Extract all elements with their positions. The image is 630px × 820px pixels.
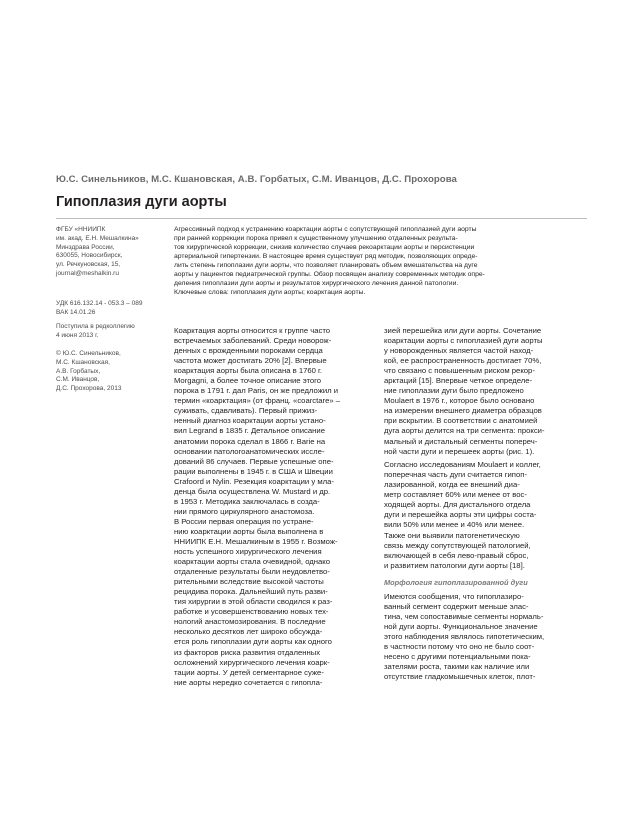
abstract-line: артериальной гипертензии. В настоящее время существует ряд методик, позволяющих опреде- (174, 252, 478, 260)
abstract-line: лить степень гипоплазии дуги аорты, что позволяет планировать объем вмешательства на дуге (174, 261, 478, 269)
body-text-line: нологий анастомозирования. В последние (174, 617, 326, 627)
affiliation-line: 630055, Новосибирск, (56, 252, 123, 260)
body-text-line: Согласно исследованиям Moulaert и коллег, (384, 460, 541, 470)
body-text-line: и развитием патологии дуги аорты [18]. (384, 560, 525, 570)
body-text-line: ходящей аорты. Для дистального отдела (384, 500, 531, 510)
body-text-line: денных с врожденными пороками сердца (174, 346, 323, 356)
abstract-line: Агрессивный подход к устранению коарктации аорты с сопутствующей гипоплазией дуги аорты (174, 226, 477, 233)
body-text-line: на измерении внешнего диаметра образцов (384, 406, 542, 416)
body-column-left (174, 326, 374, 688)
classification-codes (56, 300, 160, 318)
body-text-line: нию коарктации аорты была выполнена в (174, 526, 324, 536)
body-text-line: отсутствие гладкомышечных клеток, плот- (384, 671, 536, 681)
body-text-line: основании патологоанатомических иссле- (174, 446, 325, 456)
body-text-line: термин «коарктация» (от франц. «coarctare» – (174, 396, 341, 406)
paragraph-morphology (384, 592, 590, 682)
body-text-line: порока в 1791 г. дал Paris, он же предложил и (174, 386, 339, 396)
body-text-line: ной дуги аорты. Функциональное значение (384, 621, 538, 631)
body-text-line: рительными вследствие высокой частоты (174, 577, 324, 587)
body-text-line: Имеются сообщения, что гипоплазиро- (384, 591, 524, 601)
body-text-line: Коарктация аорты относится к группе часто (174, 326, 331, 335)
affiliation-line: Минздрава России, (56, 243, 115, 251)
copyright-line: © Ю.С. Синельников, (56, 350, 121, 357)
affiliation-line: journal@meshalkin.ru (56, 269, 119, 277)
body-text-line: ние аорты нередко сочетается с гипопла- (174, 677, 323, 687)
body-text-line: рации выполнены в 1945 г. в США и Швеции (174, 466, 333, 476)
body-text-line: анатомии порока сделал в 1866 г. Barie на (174, 436, 326, 446)
body-text-line: Morgagni, а более точное описание этого (174, 376, 322, 386)
body-text-line: осложнений хирургического лечения коарк- (174, 657, 330, 667)
body-text-line: зией перешейка или дуги аорты. Сочетание (384, 326, 542, 335)
affiliation-line: ФГБУ «ННИИПК (56, 226, 106, 233)
body-text-line: кой, ее распространенность достигает 70%, (384, 356, 542, 366)
copyright-line: М.С. Кшановская, (56, 358, 110, 366)
body-text-line: дований 86 случаев. Первые успешные опе- (174, 456, 334, 466)
body-text-line: встречаемых заболеваний. Среди новорож- (174, 336, 332, 346)
body-text-line: несено с другими потенциальными пока- (384, 651, 531, 661)
body-text-line: арктаций [15]. Впервые четкое определе- (384, 376, 533, 386)
body-text-line: денца была осуществлена W. Mustard и др. (174, 486, 331, 496)
paragraph-arch-definition (384, 326, 590, 457)
body-text-line: коарктация аорты была описана в 1760 г. (174, 366, 323, 376)
body-text-line: метр составляет 60% или менее от вос- (384, 490, 527, 500)
body-text-line: что связано с повышенным риском рекор- (384, 366, 535, 376)
article-authors: Ю.С. Синельников, М.С. Кшановская, А.В. Горбатых, С.М. Иванцов, Д.С. Прохорова (56, 174, 457, 185)
title-divider (56, 218, 587, 219)
body-text-line: отдаленные результаты были неудовлетво- (174, 567, 330, 577)
abstract-line: при ранней коррекции порока привел к существенному улучшению отдаленных результа- (174, 234, 458, 242)
body-text-line: лазированной, когда ее внешний диа- (384, 480, 520, 490)
body-text-line: Также они выявили патогенетическую (384, 530, 520, 540)
received-line: 4 июня 2013 г. (56, 331, 99, 339)
body-text-line: дуги и перешейка аорты эти цифры соста- (384, 510, 537, 520)
body-text-line: мальный и дистальный сегменты попереч- (384, 436, 538, 446)
body-text-line: связь между сопутствующей патологией, (384, 540, 531, 550)
abstract-line: тов хирургической коррекции, снизив количество случаев рекоарктации аорты и персистенции (174, 243, 475, 251)
article-abstract (174, 226, 594, 298)
body-text-line: ние гипоплазии дуги было предложено (384, 386, 524, 396)
copyright-line: Д.С. Прохорова, 2013 (56, 385, 122, 393)
body-text-line: Crafoord и Nylin. Резекция коарктации у мла- (174, 476, 334, 486)
body-text-line: суживать, сдавливать). Первый прижиз- (174, 406, 318, 416)
body-text-line: рецидива порока. Дальнейший путь разви- (174, 587, 328, 597)
body-text-line: коарктации аорты стала очевидной, однако (174, 557, 331, 567)
body-text-line: включающей в себя лево-правый сброс, (384, 550, 529, 560)
affiliation-line: ул. Речкуновская, 15, (56, 261, 121, 269)
affiliation-block (56, 226, 160, 279)
abstract-line: Ключевые слова: гипоплазия дуги аорты; коарктация аорты. (174, 288, 366, 296)
copyright-line: А.В. Горбатых, (56, 367, 101, 375)
affiliation-line: им. акад. Е.Н. Мешалкина» (56, 234, 139, 242)
classification-line: УДК 616.132.14 - 053.3 – 089 (56, 300, 143, 307)
body-text-line: в 1953 г. Методика заключалась в созда- (174, 496, 320, 506)
body-text-line: Moulaert в 1976 г., которое было основано (384, 396, 535, 406)
body-text-line: ненный диагноз коарктации аорты устано- (174, 416, 326, 426)
body-text-line: тации аорты. У детей сегментарное суже- (174, 667, 324, 677)
abstract-line: аорты у пациентов педиатрической группы. Обзор посвящен анализу современных методик опре- (174, 270, 485, 278)
abstract-line: деления гипоплазии дуги аорты и результатов хирургического лечения данной патологии. (174, 279, 459, 287)
body-text-line: несколько десятков лет широко обсужда- (174, 627, 323, 637)
body-text-line: тина, чем сопоставимые сегменты нормаль- (384, 611, 544, 621)
body-text-line: вил Legrand в 1835 г. Детальное описание (174, 426, 325, 436)
received-date (56, 323, 160, 341)
body-text-line: частота может достигать 20% [2]. Впервые (174, 356, 327, 366)
body-text-line: дуга аорты делится на три сегмента: прокси- (384, 426, 545, 436)
body-text-line: из факторов риска развития отдаленных (174, 647, 321, 657)
body-text-line: коарктации аорты с гипоплазией дуги аорты (384, 336, 543, 346)
section-heading: Морфология гипоплазированной дуги (384, 577, 528, 587)
paragraph-moulaert-criteria (384, 460, 590, 571)
body-text-line: ность успешного хирургического лечения (174, 547, 322, 557)
body-text-line: ванный сегмент содержит меньше элас- (384, 601, 529, 611)
body-text-line: при вскрытии. В соответствии с анатомией (384, 416, 538, 426)
body-text-line: зателями роста, такими как наличие или (384, 661, 530, 671)
body-text-line: в частности потому что оно не было соот- (384, 641, 535, 651)
copyright-line: С.М. Иванцов, (56, 376, 100, 384)
body-text-line: ННИИПК Е.Н. Мешалкиным в 1955 г. Возмож- (174, 536, 338, 546)
classification-line: ВАК 14.01.26 (56, 308, 96, 316)
body-text-line: этого наблюдения являлось гипотетическим, (384, 631, 545, 641)
received-line: Поступила в редколлегию (56, 323, 135, 330)
body-text-line: поперечная часть дуги считается гипоп- (384, 470, 527, 480)
body-text-line: у новорожденных является частой наход- (384, 346, 534, 356)
body-text-line: ется роль гипоплазии дуги аорты как одного (174, 637, 332, 647)
body-text-line: вили 50% или менее и 40% или менее. (384, 520, 525, 530)
body-text-line: работке и усовершенствованию новых тех- (174, 607, 329, 617)
copyright-notice (56, 350, 160, 394)
body-text-line: В России первая операция по устране- (174, 516, 314, 526)
body-text-line: нии прямого циркулярного анастомоза. (174, 506, 315, 516)
article-title: Гипоплазия дуги аорты (56, 194, 227, 210)
body-text-line: тия хирургии в этой области сводился к раз- (174, 597, 333, 607)
body-column-right (384, 326, 590, 682)
body-text-line: ной части дуги и перешеек аорты (рис. 1). (384, 446, 535, 456)
